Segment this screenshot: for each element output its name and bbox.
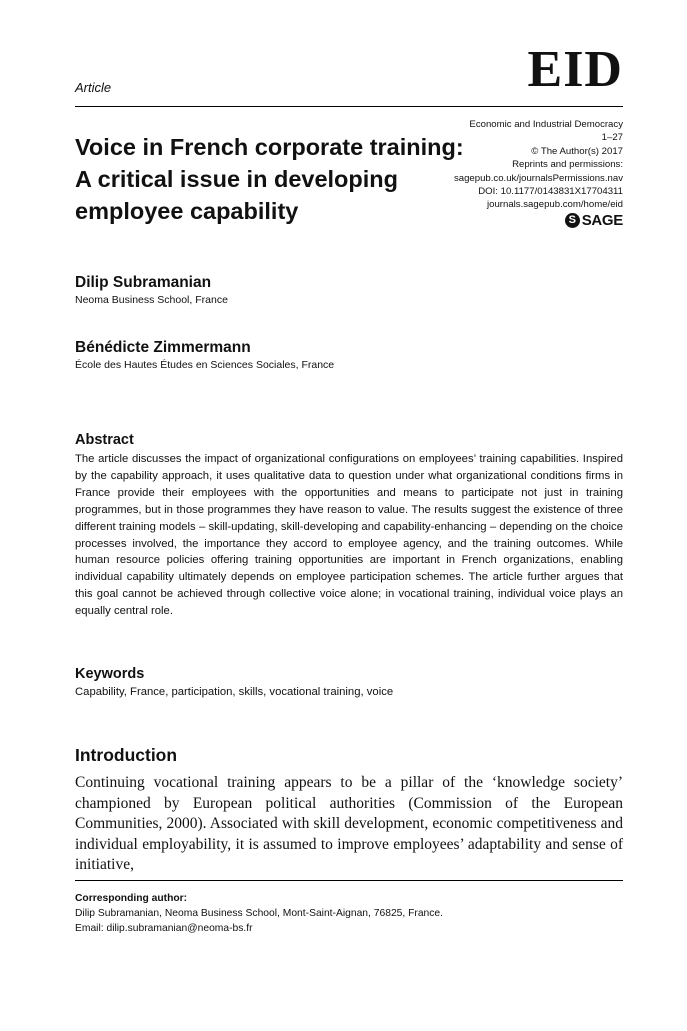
corresponding-author-note [75, 891, 443, 936]
introduction-text: Continuing vocational training appears to be a pillar of the ‘knowledge society’ championed by European political authorities (Commission of the European Communities, 2000). Associated with skill development, economic competitiveness and individual employability, it is assumed to improve employees’ adaptability and sense of initiative, [75, 774, 623, 873]
corresponding-author-label: Corresponding author: [75, 893, 188, 904]
journal-logo: EID [527, 41, 623, 98]
abstract-text: The article discusses the impact of organizational configurations on employees’ training capabilities. Inspired by the capability approach, it uses qualitative data to question under what organizational conditions firms in France provide their employees with the opportunities and means to participate not just in training programmes, but in those programmes they have reason to value. The results suggest the existence of three different training models – skill-updating, skill-developing and capability-enhancing – depending on the choice processes involved, the importance they accord to employee agency, and the training outcomes. While human resource policies offering training opportunities are important in French organizations, enabling individual capability ultimately depends on employee participation schemes. The article further argues that this goal cannot be achieved through collective voice alone; in vocational training, individual voice plays an equally central role. [75, 453, 623, 618]
author-affiliation: École des Hautes Études en Sciences Sociales, France [75, 359, 335, 371]
journal-info [403, 118, 623, 212]
publisher-name: SAGE [581, 212, 623, 229]
reprints-link[interactable]: sagepub.co.uk/journalsPermissions.nav [453, 172, 623, 184]
journal-name: Economic and Industrial Democracy [469, 119, 623, 130]
publisher-logo [565, 212, 623, 229]
footnote-divider [75, 880, 623, 881]
author-name: Dilip Subramanian [75, 274, 212, 291]
doi[interactable]: DOI: 10.1177/0143831X17704311 [478, 186, 623, 198]
corresponding-author-email[interactable]: Email: dilip.subramanian@neoma-bs.fr [75, 923, 253, 934]
author-2 [75, 338, 334, 372]
author-1 [75, 273, 228, 307]
abstract-heading: Abstract [75, 432, 134, 448]
journal-url[interactable]: journals.sagepub.com/home/eid [487, 199, 623, 211]
article-type-label: Article [75, 80, 112, 95]
reprints-label: Reprints and permissions: [512, 159, 623, 171]
keywords-text: Capability, France, participation, skills, vocational training, voice [75, 686, 394, 698]
introduction-heading: Introduction [75, 745, 178, 765]
article-title: Voice in French corporate training: A critical issue in developing employee capability [75, 134, 464, 224]
author-name: Bénédicte Zimmermann [75, 339, 251, 356]
sage-s-icon: S [565, 213, 580, 228]
copyright: © The Author(s) 2017 [531, 145, 623, 157]
author-affiliation: Neoma Business School, France [75, 294, 228, 306]
keywords-heading: Keywords [75, 666, 145, 682]
page-range: 1–27 [601, 132, 623, 144]
header-divider [75, 106, 623, 107]
corresponding-author-address: Dilip Subramanian, Neoma Business School, Mont-Saint-Aignan, 76825, France. [75, 908, 444, 919]
